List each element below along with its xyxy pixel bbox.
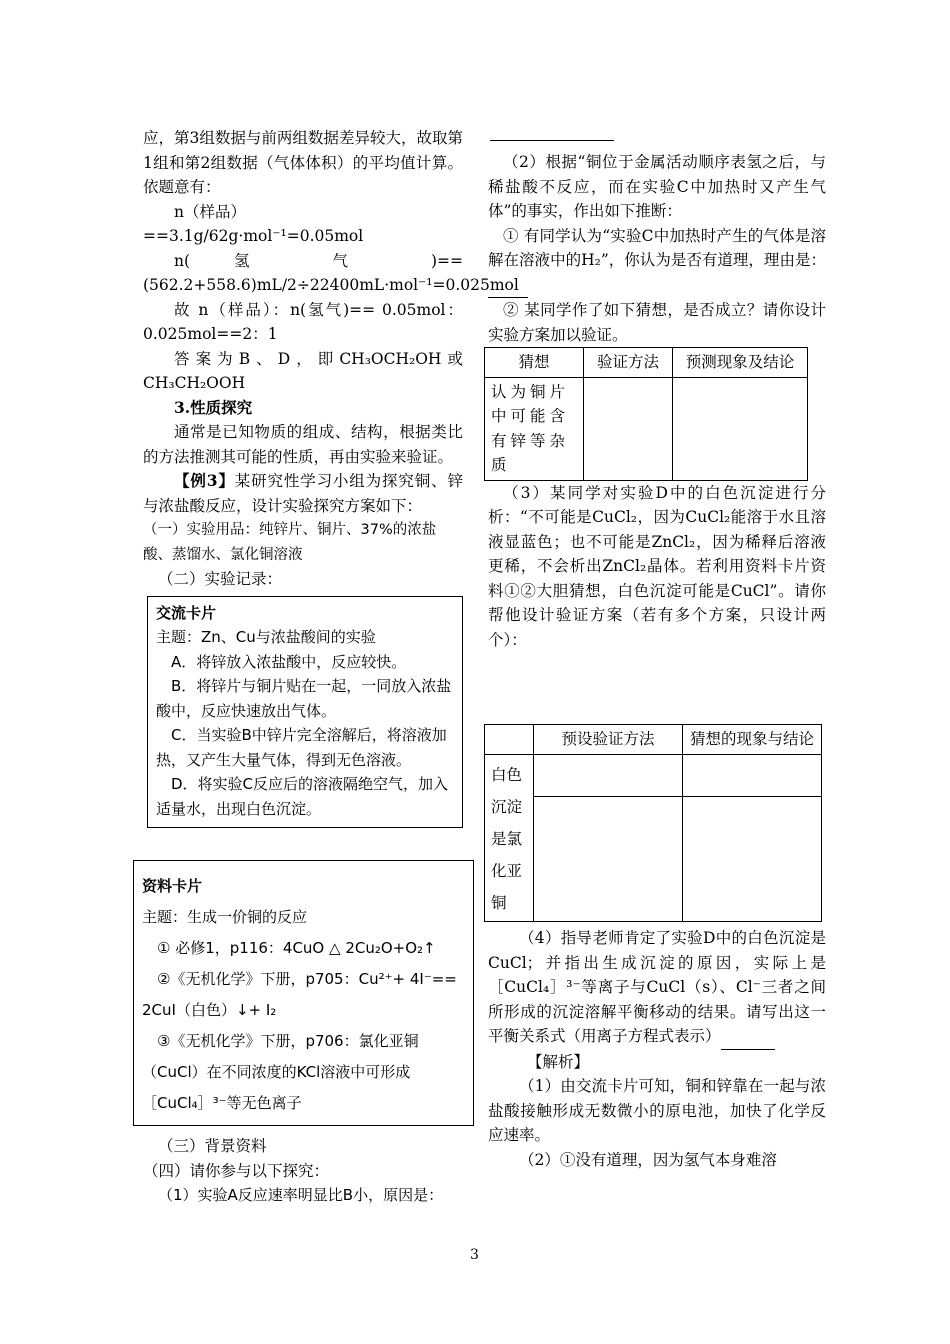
question-2: （2）根据“铜位于金属活动顺序表氢之后，与稀盐酸不反应，而在实验C中加热时又产生气体”的事实，作出如下推断：: [488, 153, 826, 220]
hypothesis-table: [484, 347, 808, 481]
formula-hydrogen: n( 氢 气 )==(562.2+558.6)mL/2÷22400mL·mol⁻¹=0.025mol: [143, 251, 519, 294]
materials-line: （一）实验用品：纯锌片、铜片、37%的浓盐酸、蒸馏水、氯化铜溶液: [143, 522, 437, 563]
table-cell-empty[interactable]: [534, 797, 683, 922]
question-2a: [488, 224, 826, 299]
answer-line: 答案为B、D，即CH₃OCH₂OH或CH₃CH₂OOH: [143, 349, 463, 392]
table-cell-empty[interactable]: [683, 797, 822, 922]
page-number: 3: [470, 1247, 479, 1263]
verification-table: [484, 724, 822, 922]
table-header: 预测现象及结论: [673, 348, 808, 378]
explore-line: （四）请你参与以下探究：: [143, 1161, 330, 1180]
table-header: 猜想的现象与结论: [683, 725, 822, 755]
example-paragraph: [143, 469, 463, 518]
example-label: 【例3】: [174, 471, 235, 490]
table-cell-empty[interactable]: [584, 377, 673, 480]
table-header-empty: [485, 725, 534, 755]
table-cell-empty[interactable]: [683, 755, 822, 797]
analysis-2: （2）①没有道理，因为氢气本身难溶: [519, 1150, 777, 1169]
card-item-c: C．当实验B中锌片完全溶解后，将溶液加热，又产生大量气体，得到无色溶液。: [156, 726, 447, 769]
question-4: [488, 926, 826, 1050]
analysis-label: 【解析】: [527, 1052, 590, 1071]
exchange-card: [147, 596, 463, 829]
card-ref-1: ① 必修1，p116：4CuO △ 2Cu₂O+O₂↑: [157, 939, 436, 957]
table-header: 猜想: [485, 348, 584, 378]
section-title: 3.性质探究: [174, 397, 253, 417]
card-topic: 主题：Zn、Cu与浓盐酸间的实验: [156, 628, 376, 646]
card-ref-2: ②《无机化学》下册，p705：Cu²⁺+ 4I⁻== 2CuI（白色）↓+ I₂: [142, 970, 457, 1019]
answer-blank[interactable]: [488, 273, 528, 299]
right-column: [488, 126, 826, 1172]
ratio-line: 故 n（样品）：n(氢气)== 0.05mol：0.025mol==2：1: [143, 300, 463, 343]
card-item-a: A．将锌放入浓盐酸中，反应较快。: [171, 652, 407, 671]
data-card: [133, 860, 474, 1126]
table-cell-empty[interactable]: [534, 755, 683, 797]
answer-blank[interactable]: [721, 1024, 775, 1050]
card-ref-3: ③《无机化学》下册，p706：氯化亚铜（CuCl）在不同浓度的KCl溶液中可形成［CuCl₄］³⁻等无色离子: [142, 1032, 419, 1112]
question-3: （3）某同学对实验D中的白色沉淀进行分析：“不可能是CuCl₂，因为CuCl₂能溶于水且溶液显蓝色；也不可能是ZnCl₂，因为稀释后溶液更稀，不会析出ZnCl₂晶体。若利用资料卡片资料①②大胆猜想，白色沉淀可能是CuCl”。请你帮他设计验证方案（若有多个方案，只设计两个）：: [488, 483, 826, 649]
example-text: 某研究性学习小组为探究铜、锌与浓盐酸反应，设计实验探究方案如下：: [143, 472, 463, 515]
card-title: 资料卡片: [142, 877, 203, 895]
card-topic: 主题：生成一价铜的反应: [142, 908, 308, 926]
card-title: 交流卡片: [156, 603, 217, 622]
question-2b: ② 某同学作了如下猜想，是否成立？请你设计实验方案加以验证。: [488, 301, 826, 344]
table-cell-empty[interactable]: [673, 377, 808, 480]
table-header: 验证方法: [584, 348, 673, 378]
card-item-b: B．将锌片与铜片贴在一起，一同放入浓盐酸中，反应快速放出气体。: [156, 677, 452, 720]
records-line: （二）实验记录：: [158, 570, 283, 588]
question-4-text: （4）指导老师肯定了实验D中的白色沉淀是CuCl；并指出生成沉淀的原因，实际上是［CuCl₄］³⁻等离子与CuCl（s）、Cl⁻三者之间所形成的沉淀溶解平衡移动的结果。请写出这一平衡关系式（用离子方程式表示）: [488, 929, 826, 1045]
card-item-d: D．将实验C反应后的溶液隔绝空气，加入适量水，出现白色沉淀。: [156, 775, 449, 818]
formula-sample: n（样品）==3.1g/62g·mol⁻¹=0.05mol: [143, 202, 364, 245]
paragraph: 应，第3组数据与前两组数据差异较大，故取第1组和第2组数据（气体体积）的平均值计算。依题意有：: [143, 129, 463, 196]
background-line: （三）背景资料: [158, 1137, 267, 1155]
question-1: （1）实验A反应速率明显比B小，原因是：: [158, 1186, 444, 1204]
question-2a-text: ① 有同学认为“实验C中加热时产生的气体是溶解在溶液中的H₂”，你认为是否有道理，理由是：: [488, 226, 826, 269]
table-row-label: 白色沉淀是氯化亚铜: [485, 755, 534, 922]
analysis-1: （1）由交流卡片可知，铜和锌靠在一起与浓盐酸接触形成无数微小的原电池，加快了化学反应速率。: [488, 1077, 826, 1144]
paragraph: 通常是已知物质的组成、结构，根据类比的方法推测其可能的性质，再由实验来验证。: [143, 423, 463, 466]
table-header: 预设验证方法: [534, 725, 683, 755]
table-cell: 认为铜片中可能含有锌等杂质: [485, 377, 584, 480]
